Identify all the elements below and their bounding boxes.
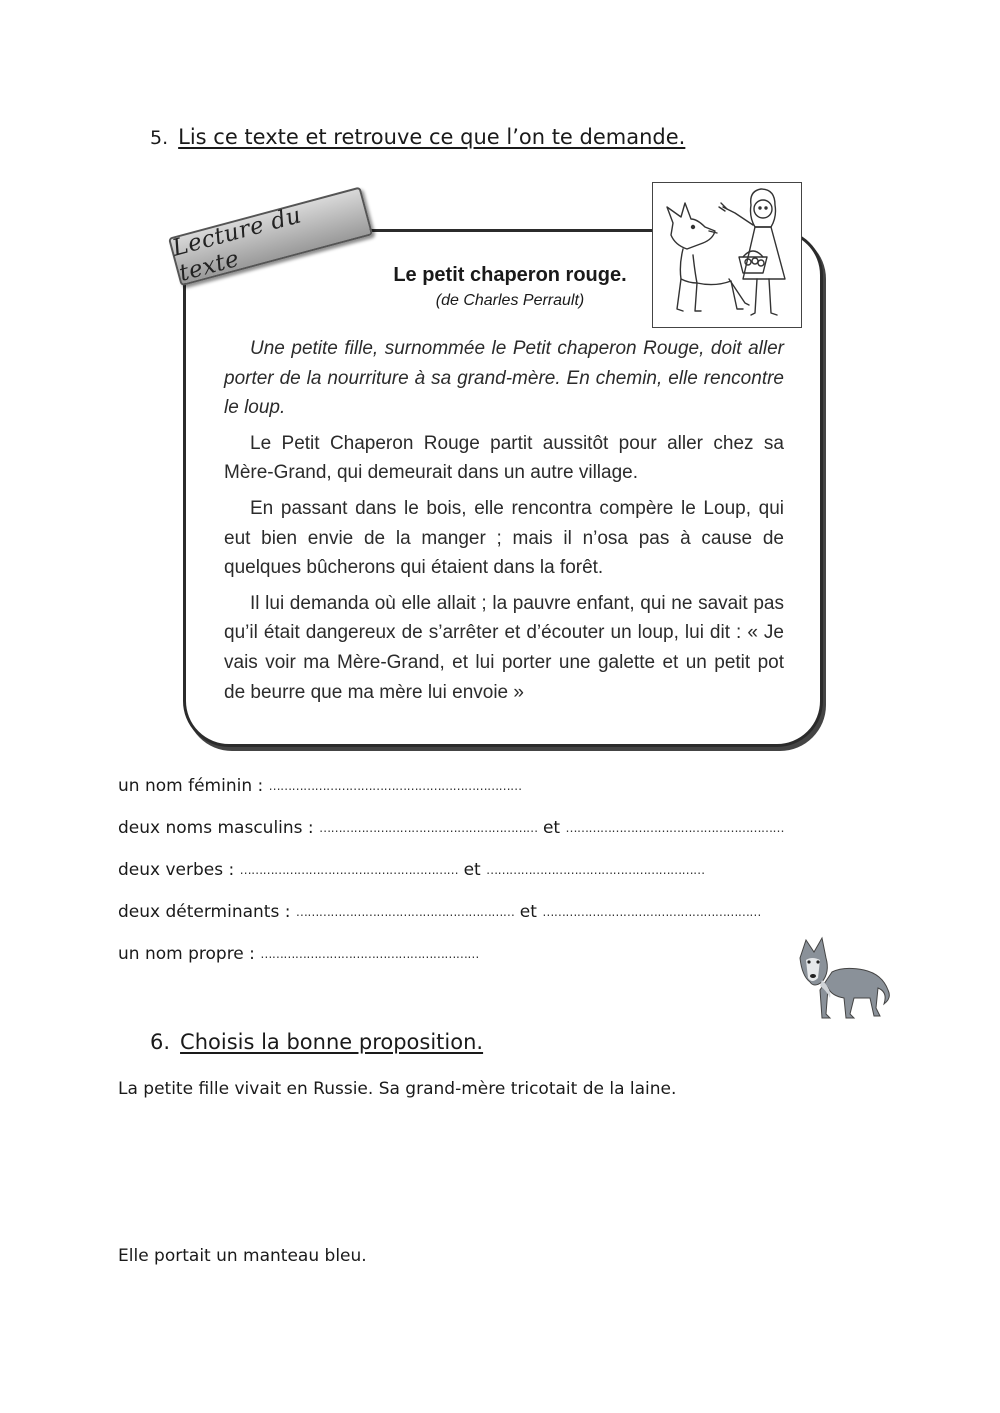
story-intro: Une petite fille, surnommée le Petit chaperon Rouge, doit aller porter de la nourriture à sa grand-mère. En chemin, elle rencontre le loup. (224, 338, 784, 419)
question-number: 5. (150, 127, 169, 149)
field-label: un nom propre : (118, 944, 255, 964)
field-noms-masculins (118, 818, 784, 838)
reading-label-text: Lecture du texte (169, 202, 305, 287)
story-text (224, 334, 784, 713)
story-paragraph: Le Petit Chaperon Rouge partit aussitôt pour aller chez sa Mère-Grand, qui demeurait dans un autre village. (224, 432, 784, 484)
wolf-and-girl-drawing (653, 183, 800, 326)
field-nom-propre (118, 944, 479, 964)
question-number: 6. (150, 1030, 171, 1054)
answer-blank[interactable]: ………………………………………………… (239, 863, 459, 877)
question-6-title (150, 1030, 483, 1054)
statement-1: La petite fille vivait en Russie. Sa grand-mère tricotait de la laine. (118, 1079, 677, 1099)
field-nom-feminin (118, 776, 522, 796)
field-joiner: et (542, 818, 561, 838)
story-paragraph: Il lui demanda où elle allait ; la pauvre enfant, qui ne savait pas qu’il était dangereux de s’arrêter et d’écouter un loup, lui dit : « Je vais voir ma Mère-Grand, et lui porter une galette et un petit pot de beurre que ma mère lui envoie » (224, 592, 784, 703)
answer-blank[interactable]: ………………………………………………… (542, 905, 761, 919)
question-text: Lis ce texte et retrouve ce que l’on te demande. (178, 125, 686, 149)
answer-blank[interactable]: ………………………………………………… (486, 863, 705, 877)
answer-blank[interactable]: ………………………………………………… (565, 821, 784, 835)
field-label: deux noms masculins : (118, 818, 314, 838)
statement-2: Elle portait un manteau bleu. (118, 1246, 367, 1266)
question-text: Choisis la bonne proposition. (180, 1030, 484, 1054)
field-verbes (118, 860, 705, 880)
story-author: (de Charles Perrault) (435, 292, 585, 309)
answer-blank[interactable]: ………………………………………………… (295, 905, 515, 919)
answer-blank[interactable]: ………………………………………………… (319, 821, 538, 835)
field-joiner: et (519, 902, 537, 922)
field-determinants (118, 902, 761, 922)
answer-blank[interactable]: ………………………………………………………… (268, 779, 522, 793)
story-title: Le petit chaperon rouge. (393, 264, 627, 286)
wolf-icon (792, 932, 896, 1022)
field-joiner: et (463, 860, 481, 880)
wolf-and-girl-illustration (652, 182, 802, 328)
answer-blank[interactable]: ………………………………………………… (260, 947, 479, 961)
story-paragraph: En passant dans le bois, elle rencontra compère le Loup, qui eut bien envie de la manger ; mais il n’osa pas à cause de quelques bûcherons qui étaient dans la forêt. (224, 497, 784, 579)
question-5-title (150, 125, 685, 149)
field-label: deux verbes : (118, 860, 235, 880)
field-label: deux déterminants : (118, 902, 291, 922)
field-label: un nom féminin : (118, 776, 264, 796)
